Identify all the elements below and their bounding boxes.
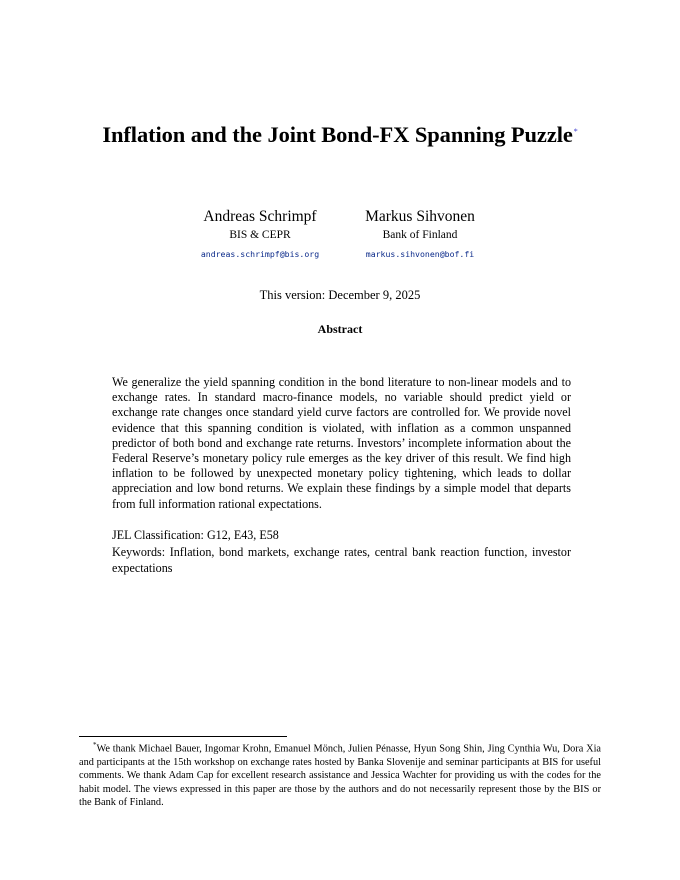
author-name: Markus Sihvonen <box>365 208 475 225</box>
author-affiliation: Bank of Finland <box>382 229 458 241</box>
keywords: Keywords: Inflation, bond markets, exchange rates, central bank reaction function, investor expectations <box>112 545 571 575</box>
version-date: This version: December 9, 2025 <box>259 288 421 302</box>
jel-classification: JEL Classification: G12, E43, E58 <box>112 528 279 542</box>
author-email-link[interactable]: andreas.schrimpf@bis.org <box>200 249 320 259</box>
paper-title-text: Inflation and the Joint Bond-FX Spanning Puzzle <box>102 122 573 147</box>
author-name: Andreas Schrimpf <box>203 208 317 225</box>
title-footnote-link[interactable]: * <box>573 126 578 136</box>
footnote-text: We thank Michael Bauer, Ingomar Krohn, Emanuel Mönch, Julien Pénasse, Hyun Song Shin, Jing Cynthia Wu, Dora Xia and participants at the 15th workshop on exchange rates hosted by Banka Slovenije and seminar participants at BIS for useful comments. We thank Adam Cap for excellent research assistance and Jessica Wachter for providing us with the codes for the habit model. The views expressed in this paper are those by the authors and do not necessarily represent those by the BIS or the Bank of Finland. <box>79 743 601 809</box>
footnote-mark: * <box>93 741 97 749</box>
author-block-1 <box>190 208 330 259</box>
author-affiliation: BIS & CEPR <box>229 229 291 241</box>
author-block-2 <box>350 208 490 259</box>
acknowledgement-footnote <box>79 739 601 810</box>
paper-title <box>0 122 680 148</box>
footnote-rule <box>79 736 287 737</box>
abstract-heading: Abstract <box>317 322 363 336</box>
author-email-link[interactable]: markus.sihvonen@bof.fi <box>365 249 475 259</box>
abstract-body: We generalize the yield spanning condition in the bond literature to non-linear models and to exchange rates. In standard macro-finance models, no variable should predict yield or exchange rate changes once standard yield curve factors are controlled for. We provide novel evidence that this spanning condition is violated, with inflation as a common unspanned predictor of both bond and exchange rate returns. Investors’ incomplete information about the Federal Reserve’s monetary policy rule emerges as the key driver of this result. We find high inflation to be followed by unexpected monetary policy tightening, which leads to dollar appreciation and low bond returns. We explain these findings by a simple model that departs from full information rational expectations. <box>112 375 571 511</box>
